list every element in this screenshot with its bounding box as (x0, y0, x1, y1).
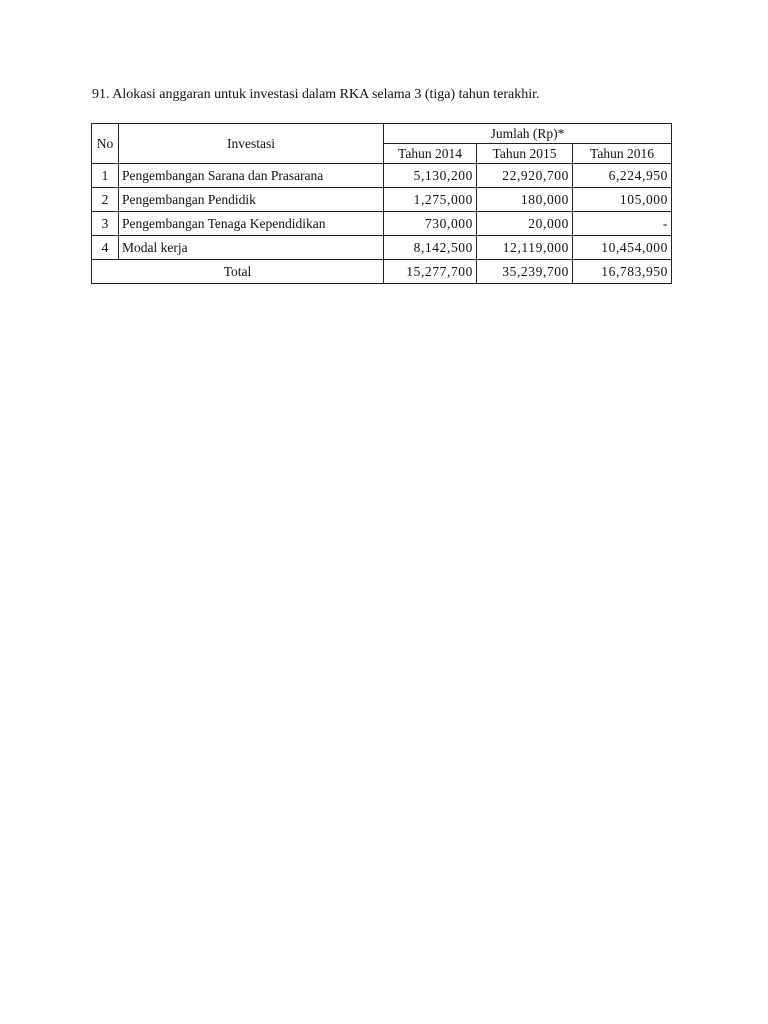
row-value-2014: 5,130,200 (384, 164, 477, 188)
row-value-2015: 20,000 (477, 212, 573, 236)
table-total-row (92, 260, 672, 284)
total-value-2014: 15,277,700 (384, 260, 477, 284)
table-row (92, 212, 672, 236)
table-row (92, 236, 672, 260)
row-value-2014: 730,000 (384, 212, 477, 236)
row-no: 3 (92, 212, 119, 236)
row-investasi: Modal kerja (119, 236, 384, 260)
table-header-row (92, 124, 672, 144)
investment-table (91, 123, 672, 284)
table-row (92, 164, 672, 188)
row-value-2016: - (573, 212, 672, 236)
total-value-2016: 16,783,950 (573, 260, 672, 284)
row-value-2016: 6,224,950 (573, 164, 672, 188)
header-jumlah: Jumlah (Rp)* (384, 124, 672, 144)
row-value-2016: 10,454,000 (573, 236, 672, 260)
header-year-2016: Tahun 2016 (573, 144, 672, 164)
table-row (92, 188, 672, 212)
header-no: No (92, 124, 119, 164)
header-investasi: Investasi (119, 124, 384, 164)
row-no: 1 (92, 164, 119, 188)
row-value-2015: 22,920,700 (477, 164, 573, 188)
row-investasi: Pengembangan Tenaga Kependidikan (119, 212, 384, 236)
question-heading: 91. Alokasi anggaran untuk investasi dalam RKA selama 3 (tiga) tahun terakhir. (92, 87, 540, 102)
row-value-2015: 180,000 (477, 188, 573, 212)
header-year-2014: Tahun 2014 (384, 144, 477, 164)
row-value-2015: 12,119,000 (477, 236, 573, 260)
row-investasi: Pengembangan Sarana dan Prasarana (119, 164, 384, 188)
total-label: Total (92, 260, 384, 284)
row-value-2014: 1,275,000 (384, 188, 477, 212)
row-value-2014: 8,142,500 (384, 236, 477, 260)
row-value-2016: 105,000 (573, 188, 672, 212)
row-no: 4 (92, 236, 119, 260)
row-no: 2 (92, 188, 119, 212)
row-investasi: Pengembangan Pendidik (119, 188, 384, 212)
header-year-2015: Tahun 2015 (477, 144, 573, 164)
total-value-2015: 35,239,700 (477, 260, 573, 284)
